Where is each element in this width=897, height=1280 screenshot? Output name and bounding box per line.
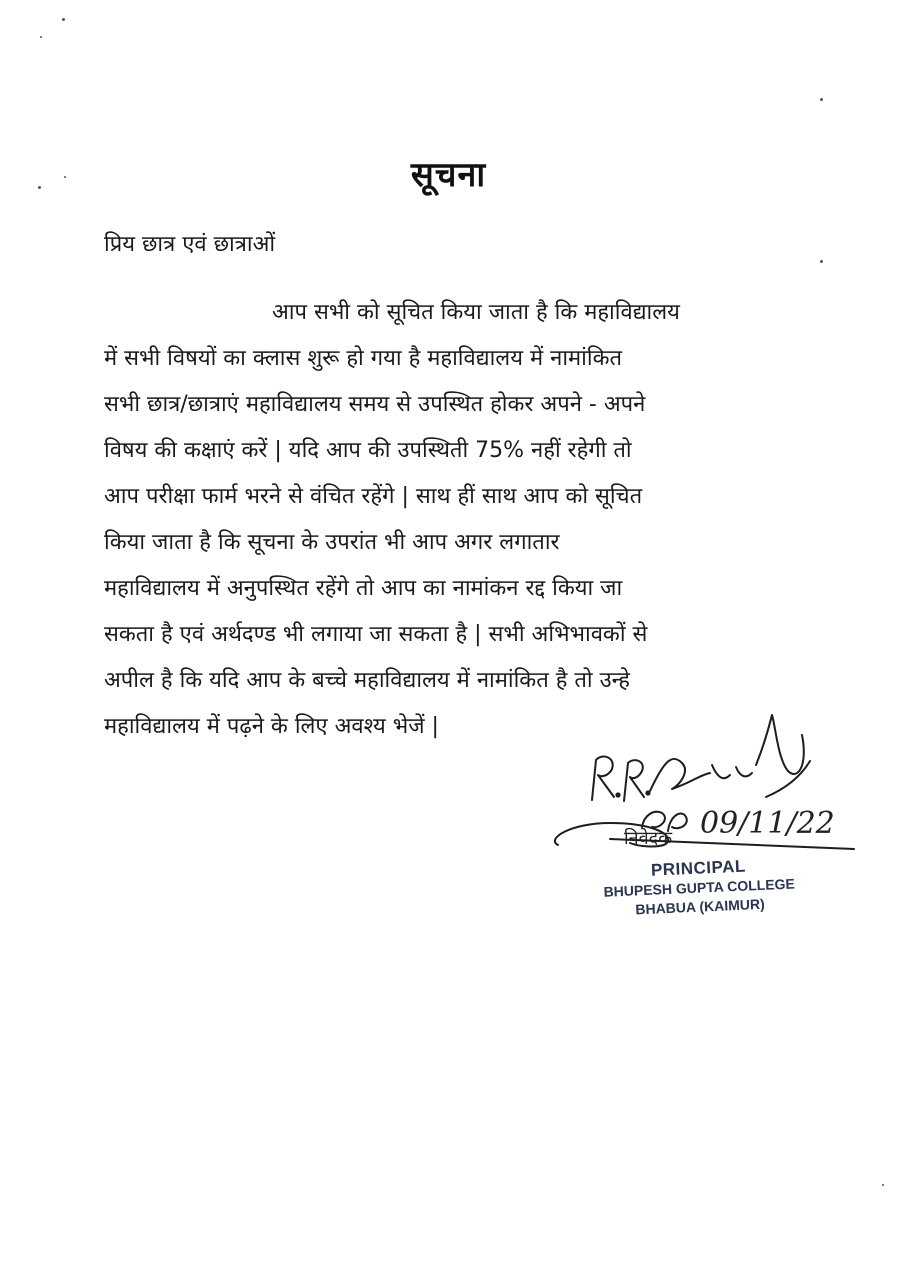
- scan-speck: [820, 98, 823, 101]
- handwritten-signature: [540, 705, 870, 865]
- scan-speck: [882, 1184, 884, 1186]
- body-line: में सभी विषयों का क्लास शुरू हो गया है महाविद्यालय में नामांकित: [104, 346, 623, 371]
- salutation: प्रिय छात्र एवं छात्राओं: [104, 232, 276, 257]
- scan-speck: [820, 260, 823, 263]
- notice-title: सूचना: [410, 155, 487, 195]
- stamp-college: BHUPESH GUPTA COLLEGE: [603, 875, 796, 900]
- stamp-designation: PRINCIPAL: [650, 856, 747, 880]
- body-line: महाविद्यालय में अनुपस्थित रहेंगे तो आप का नामांकन रद्द किया जा: [104, 576, 623, 601]
- body-line: विषय की कक्षाएं करें | यदि आप की उपस्थिती 75% नहीं रहेगी तो: [104, 438, 632, 463]
- signatory-label: निवेदक: [624, 828, 673, 849]
- scan-speck: [38, 186, 41, 189]
- body-line: आप सभी को सूचित किया जाता है कि महाविद्यालय: [272, 300, 680, 325]
- body-line: महाविद्यालय में पढ़ने के लिए अवश्य भेजें |: [104, 714, 439, 739]
- signature-date: 09/11/22: [700, 806, 835, 841]
- body-line: सकता है एवं अर्थदण्ड भी लगाया जा सकता है | सभी अभिभावकों से: [104, 622, 648, 647]
- stamp-location: BHABUA (KAIMUR): [635, 895, 766, 918]
- scan-speck: [64, 176, 66, 178]
- body-line: सभी छात्र/छात्राएं महाविद्यालय समय से उपस्थित होकर अपने - अपने: [104, 392, 646, 417]
- scan-speck: [40, 36, 42, 38]
- scan-speck: [62, 18, 65, 21]
- notice-body: [104, 290, 804, 750]
- body-line: किया जाता है कि सूचना के उपरांत भी आप अगर लगातार: [104, 530, 560, 555]
- principal-stamp: [598, 853, 800, 921]
- body-line: अपील है कि यदि आप के बच्चे महाविद्यालय में नामांकित है तो उन्हे: [104, 668, 630, 693]
- body-line: आप परीक्षा फार्म भरने से वंचित रहेंगे | साथ हीं साथ आप को सूचित: [104, 484, 643, 509]
